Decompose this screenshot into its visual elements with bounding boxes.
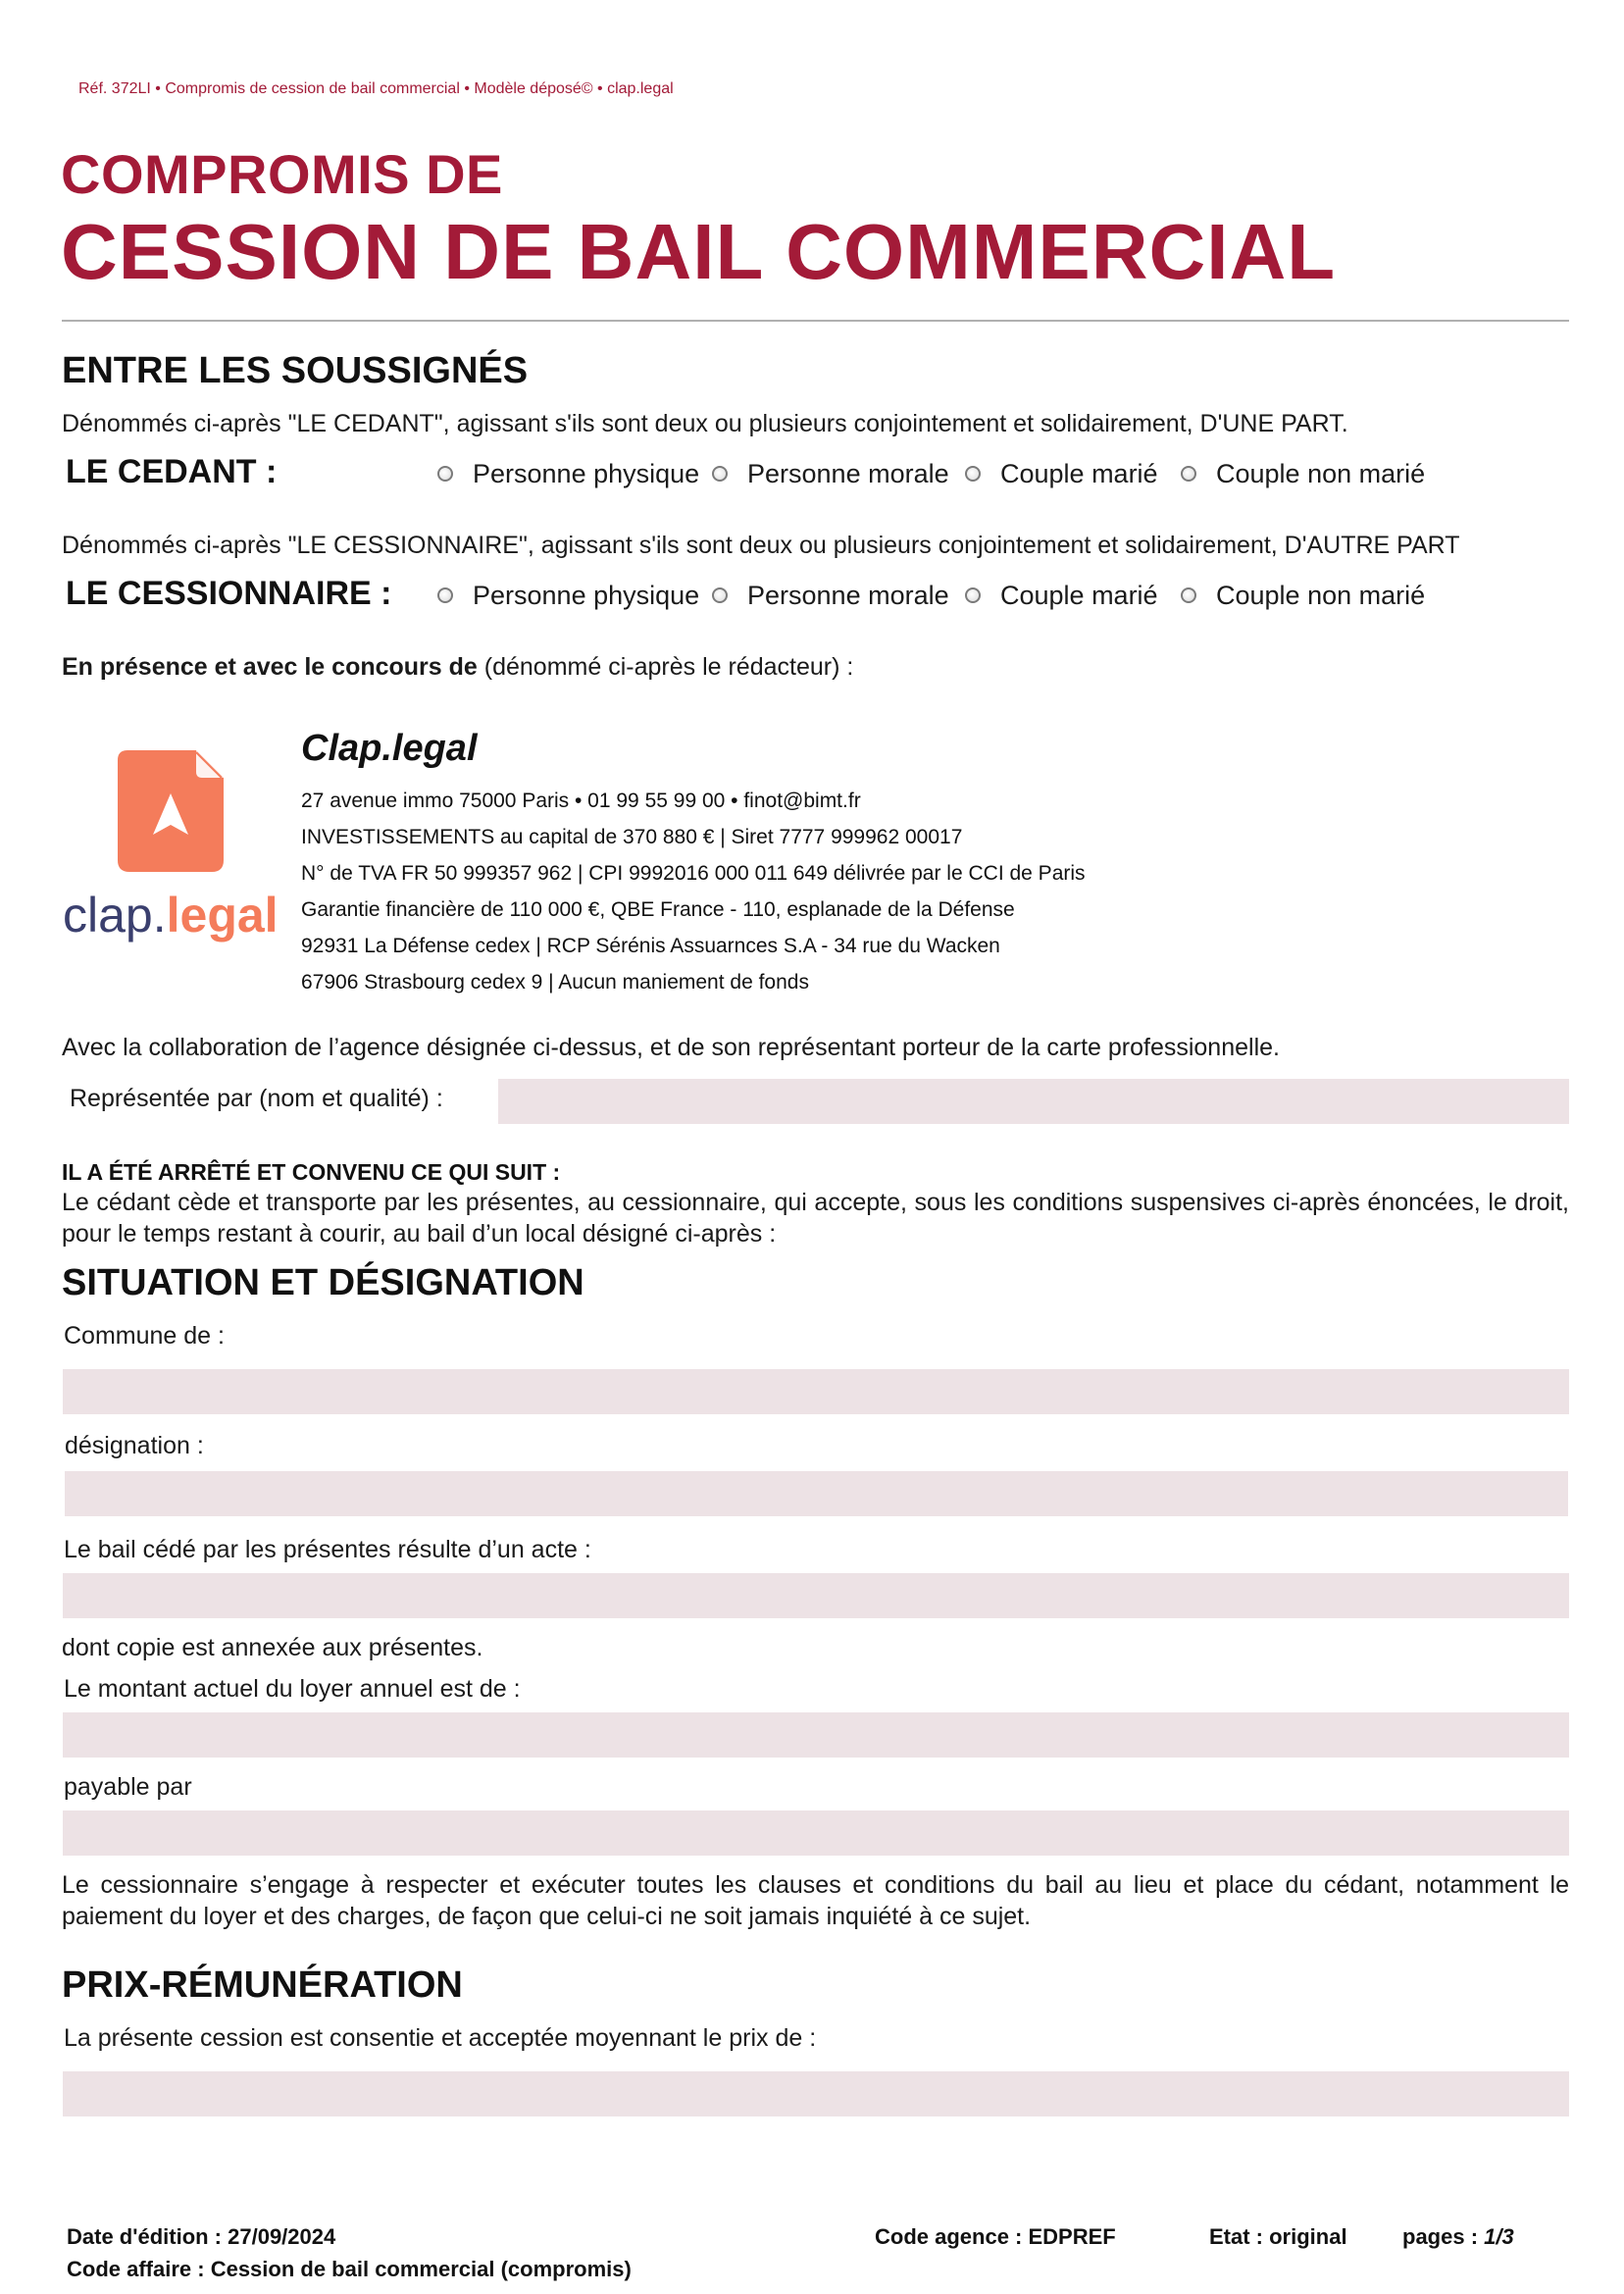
title-divider [62, 320, 1569, 322]
footer-code-affaire: Code affaire : Cession de bail commercial (compromis) [67, 2257, 632, 2281]
cessionnaire-intro: Dénommés ci-après "LE CESSIONNAIRE", agissant s'ils sont deux ou plusieurs conjointement et solidairement, D'AUTRE PART [62, 532, 1460, 559]
radio-icon[interactable] [437, 587, 453, 603]
agency-line: Garantie financière de 110 000 €, QBE France - 110, esplanade de la Défense [301, 898, 1015, 921]
cessionnaire-option-personne-physique[interactable]: Personne physique [437, 579, 712, 612]
title-line-1: COMPROMIS DE [61, 143, 503, 205]
footer-etat: Etat : original [1209, 2224, 1347, 2249]
designation-field[interactable] [65, 1471, 1568, 1516]
situation-heading: SITUATION ET DÉSIGNATION [62, 1262, 584, 1303]
radio-icon[interactable] [965, 587, 981, 603]
bail-label: Le bail cédé par les présentes résulte d’un acte : [64, 1536, 591, 1563]
engagement-text: Le cessionnaire s’engage à respecter et exécuter toutes les clauses et conditions du bail au lieu et place du cédant, notamment le paiement du loyer et des charges, de façon que celui-ci ne soit jamais inquiété à ce sujet. [62, 1871, 1569, 1930]
prix-field[interactable] [63, 2071, 1569, 2116]
presence-bold: En présence et avec le concours de [62, 653, 478, 681]
agency-line: N° de TVA FR 50 999357 962 | CPI 9992016 000 011 649 délivrée par le CCI de Paris [301, 862, 1086, 885]
payable-field[interactable] [63, 1810, 1569, 1856]
reference-line: Réf. 372LI • Compromis de cession de bail commercial • Modèle déposé© • clap.legal [78, 80, 674, 97]
commune-field[interactable] [63, 1369, 1569, 1414]
cessionnaire-label: LE CESSIONNAIRE : [66, 575, 392, 612]
agreement-text: Le cédant cède et transporte par les présentes, au cessionnaire, qui accepte, sous les conditions suspensives ci-après énoncées, le droit, pour le temps restant à courir, au bail d’un local désigné ci-après : [62, 1189, 1569, 1248]
radio-icon[interactable] [712, 466, 728, 482]
parties-heading: ENTRE LES SOUSSIGNÉS [62, 350, 529, 391]
footer-pages [1402, 2224, 1514, 2250]
radio-icon[interactable] [712, 587, 728, 603]
radio-icon[interactable] [965, 466, 981, 482]
copie-text: dont copie est annexée aux présentes. [62, 1634, 483, 1661]
footer-pages-label: pages : [1402, 2224, 1479, 2249]
loyer-field[interactable] [63, 1712, 1569, 1758]
agency-line: 27 avenue immo 75000 Paris • 01 99 55 99 00 • finot@bimt.fr [301, 790, 861, 812]
agency-details [301, 783, 1086, 1000]
represented-label: Représentée par (nom et qualité) : [70, 1085, 443, 1112]
agency-name: Clap.legal [301, 728, 478, 769]
agency-line: 92931 La Défense cedex | RCP Sérénis Assuarnces S.A - 34 rue du Wacken [301, 935, 1000, 957]
cessionnaire-option-couple-non-marie[interactable]: Couple non marié [1181, 579, 1425, 612]
cedant-type-radio-group [437, 457, 1425, 490]
bail-field[interactable] [63, 1573, 1569, 1618]
commune-label: Commune de : [64, 1322, 225, 1350]
cessionnaire-option-couple-marie[interactable]: Couple marié [965, 579, 1181, 612]
payable-label: payable par [64, 1773, 192, 1801]
cessionnaire-type-radio-group [437, 579, 1425, 612]
represented-field[interactable] [498, 1079, 1569, 1124]
cedant-option-couple-marie[interactable]: Couple marié [965, 457, 1181, 490]
loyer-label: Le montant actuel du loyer annuel est de : [64, 1675, 521, 1703]
cedant-intro: Dénommés ci-après "LE CEDANT", agissant s'ils sont deux ou plusieurs conjointement et solidairement, D'UNE PART. [62, 410, 1348, 437]
footer-pages-value: 1/3 [1484, 2224, 1514, 2249]
radio-icon[interactable] [437, 466, 453, 482]
radio-icon[interactable] [1181, 587, 1196, 603]
cedant-option-personne-physique[interactable]: Personne physique [437, 457, 712, 490]
agency-line: INVESTISSEMENTS au capital de 370 880 € | Siret 7777 999962 00017 [301, 826, 963, 848]
cedant-option-personne-morale[interactable]: Personne morale [712, 457, 965, 490]
prix-heading: PRIX-RÉMUNÉRATION [62, 1964, 463, 2006]
agency-line: 67906 Strasbourg cedex 9 | Aucun maniement de fonds [301, 971, 809, 994]
footer-code-agence: Code agence : EDPREF [875, 2224, 1116, 2249]
presence-normal: (dénommé ci-après le rédacteur) : [483, 653, 854, 681]
cessionnaire-option-personne-morale[interactable]: Personne morale [712, 579, 965, 612]
collaboration-text: Avec la collaboration de l’agence désignée ci-dessus, et de son représentant porteur de la carte professionnelle. [62, 1034, 1280, 1061]
logo-wordmark: clap.legal [63, 888, 279, 943]
footer-date: Date d'édition : 27/09/2024 [67, 2224, 336, 2249]
title-line-2: CESSION DE BAIL COMMERCIAL [61, 208, 1337, 295]
clap-legal-logo-icon [118, 750, 224, 872]
agreement-heading: IL A ÉTÉ ARRÊTÉ ET CONVENU CE QUI SUIT : [62, 1159, 561, 1185]
cedant-label: LE CEDANT : [66, 453, 278, 490]
presence-line [62, 651, 853, 683]
designation-label: désignation : [65, 1432, 204, 1459]
cedant-option-couple-non-marie[interactable]: Couple non marié [1181, 457, 1425, 490]
prix-label: La présente cession est consentie et acceptée moyennant le prix de : [64, 2024, 817, 2052]
radio-icon[interactable] [1181, 466, 1196, 482]
